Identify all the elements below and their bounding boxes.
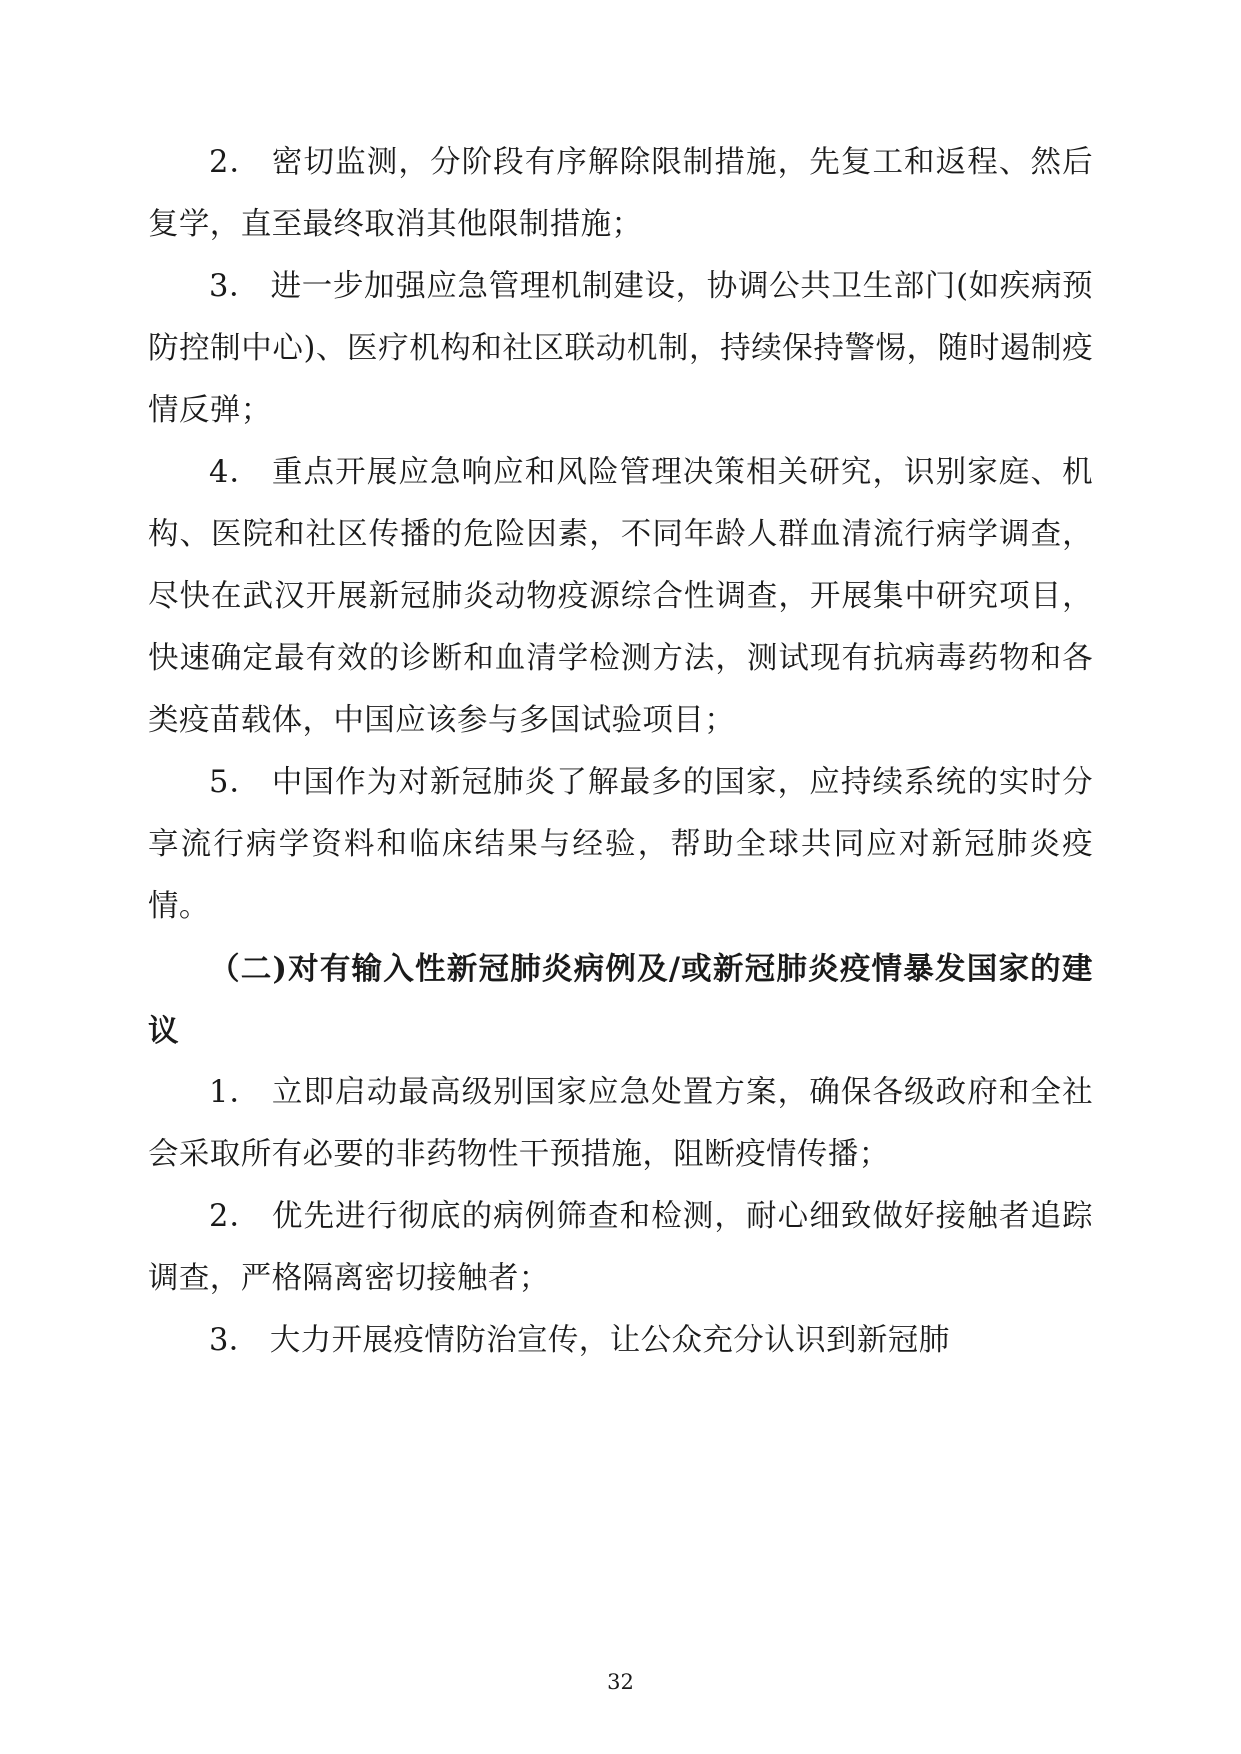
list-item-b1: 1． 立即启动最高级别国家应急处置方案，确保各级政府和全社会采取所有必要的非药物性干预措施，阻断疫情传播； — [148, 1075, 1093, 1172]
list-item-b2: 2． 优先进行彻底的病例筛查和检测，耐心细致做好接触者追踪调查，严格隔离密切接触者； — [148, 1199, 1093, 1296]
list-item-b3: 3． 大力开展疫情防治宣传，让公众充分认识到新冠肺 — [209, 1323, 950, 1358]
list-item-2: 2． 密切监测，分阶段有序解除限制措施，先复工和返程、然后复学，直至最终取消其他限制措施； — [148, 145, 1093, 242]
page-number: 32 — [607, 1670, 634, 1694]
section-heading: （二)对有输入性新冠肺炎病例及/或新冠肺炎疫情暴发国家的建议 — [148, 951, 1093, 1049]
list-item-5: 5． 中国作为对新冠肺炎了解最多的国家，应持续系统的实时分享流行病学资料和临床结果与经验，帮助全球共同应对新冠肺炎疫情。 — [148, 765, 1093, 924]
list-item-4: 4． 重点开展应急响应和风险管理决策相关研究，识别家庭、机构、医院和社区传播的危险因素，不同年龄人群血清流行病学调查，尽快在武汉开展新冠肺炎动物疫源综合性调查，开展集中研究项目，快速确定最有效的诊断和血清学检测方法，测试现有抗病毒药物和各类疫苗载体，中国应该参与多国试验项目； — [148, 455, 1093, 738]
list-item-3: 3． 进一步加强应急管理机制建设，协调公共卫生部门(如疾病预防控制中心)、医疗机构和社区联动机制，持续保持警惕，随时遏制疫情反弹； — [148, 269, 1093, 428]
page-body — [148, 132, 1093, 1372]
